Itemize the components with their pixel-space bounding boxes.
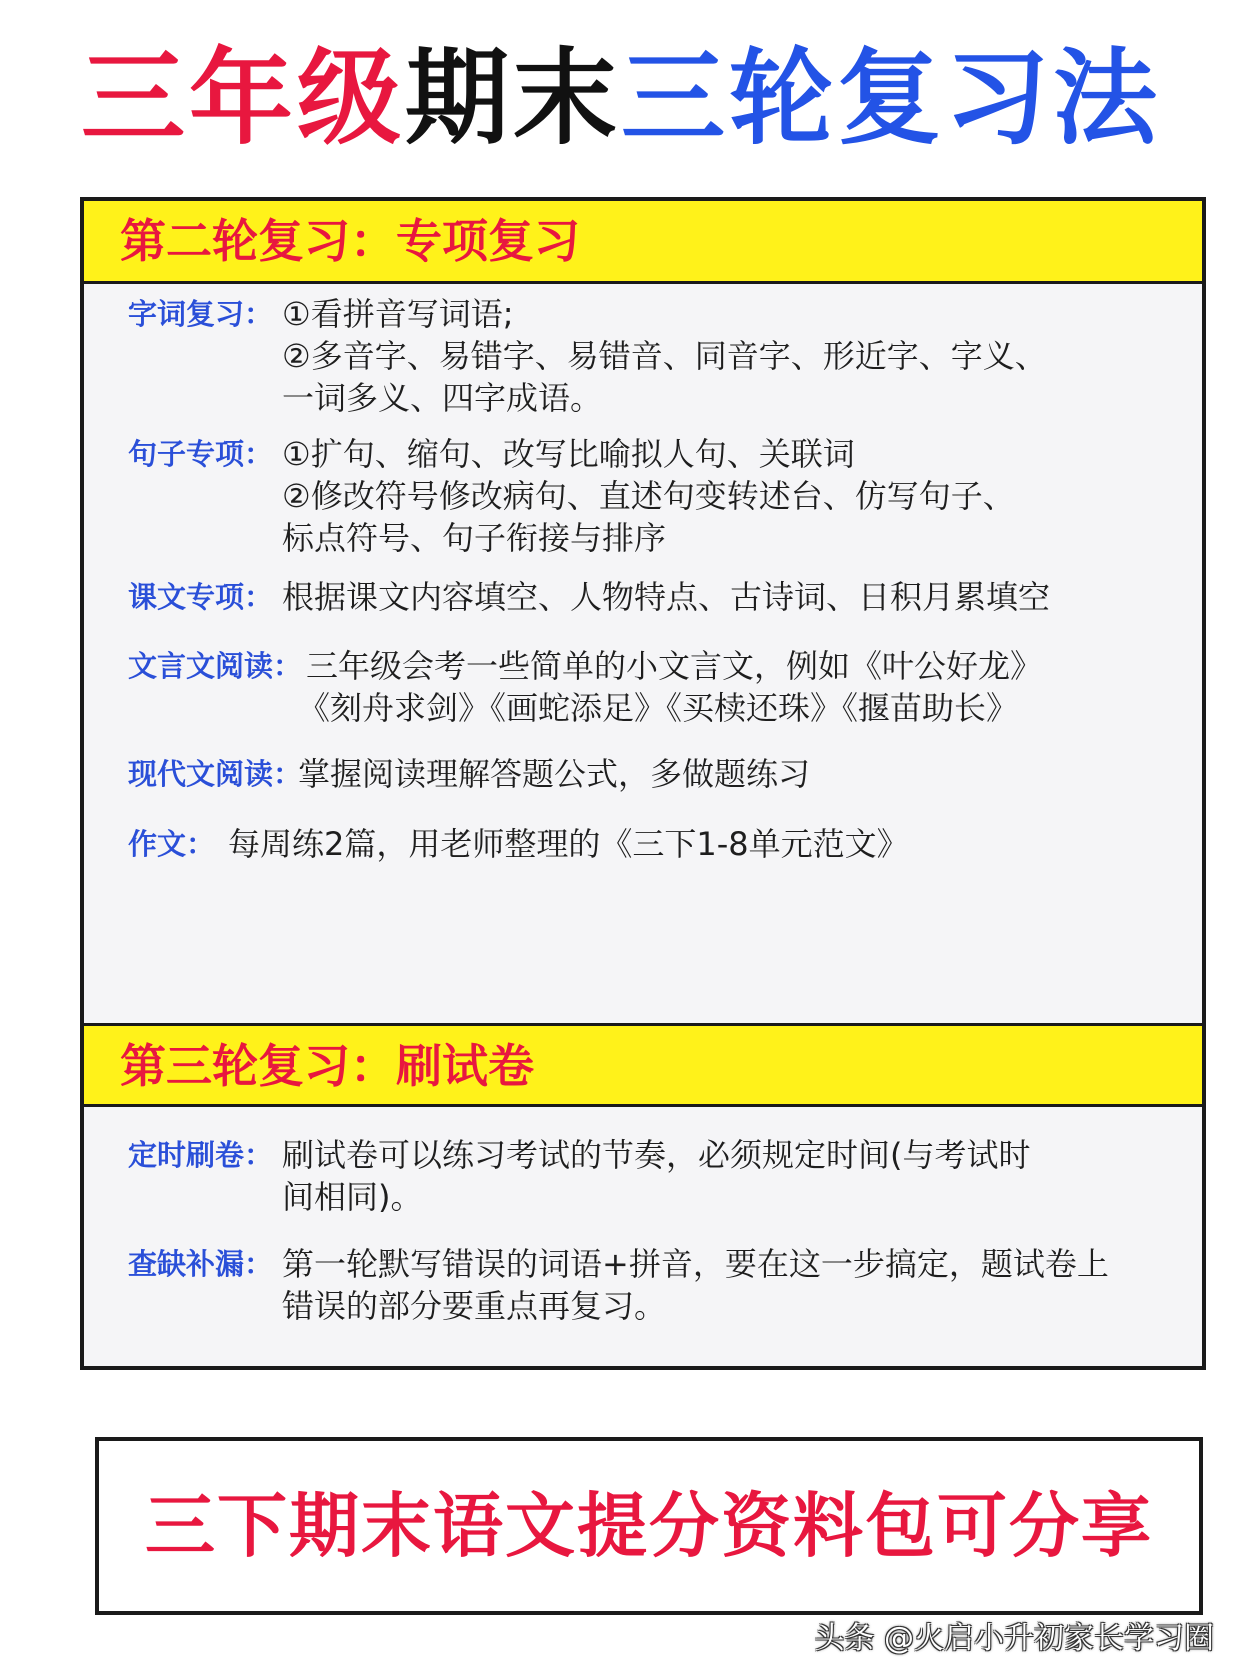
watermark: 头条 @火启小升初家长学习圈 [814, 1621, 1214, 1656]
title-part-method: 三轮复习法 [621, 37, 1162, 159]
item-line: 间相同)。 [282, 1178, 423, 1216]
item-label: 作文： [128, 827, 216, 861]
item-label: 查缺补漏： [128, 1247, 274, 1281]
round2-header: 第二轮复习：专项复习 [84, 201, 1202, 284]
item-line: 刷试卷可以练习考试的节奏，必须规定时间(与考试时 [282, 1136, 1031, 1174]
item-line: 每周练2篇，用老师整理的《三下1-8单元范文》 [228, 825, 909, 863]
item-line: 标点符号、句子衔接与排序 [282, 519, 667, 557]
item-line: ①看拼音写词语; [282, 295, 514, 333]
item-line: 一词多义、四字成语。 [282, 379, 603, 417]
item-label: 句子专项： [128, 437, 274, 471]
item-label: 现代文阅读： [128, 757, 303, 791]
item-line: 掌握阅读理解答题公式，多做题练习 [298, 755, 811, 793]
promo-text: 三下期末语文提分资料包可分享 [145, 1485, 1153, 1567]
title-part-final: 期末 [404, 37, 621, 159]
item-line: 第一轮默写错误的词语+拼音，要在这一步搞定，题试卷上 [282, 1245, 1109, 1283]
item-label: 课文专项： [128, 580, 274, 614]
item-line: 《刻舟求剑》《画蛇添足》《买椟还珠》《揠苗助长》 [298, 689, 1019, 727]
promo-box [95, 1437, 1203, 1615]
title-part-grade: 三年级 [80, 37, 405, 159]
item-label: 定时刷卷： [128, 1138, 274, 1172]
item-line: ②修改符号修改病句、直述句变转述台、仿写句子、 [282, 477, 1015, 515]
item-line: 根据课文内容填空、人物特点、古诗词、日积月累填空 [282, 578, 1051, 616]
item-line: ①扩句、缩句、改写比喻拟人句、关联词 [282, 435, 855, 473]
round3-header: 第三轮复习：刷试卷 [84, 1023, 1202, 1107]
item-line: 错误的部分要重点再复习。 [282, 1287, 667, 1325]
page-title [0, 38, 1242, 158]
item-label: 文言文阅读： [128, 649, 303, 683]
review-card [80, 197, 1206, 1370]
item-label: 字词复习： [128, 297, 274, 331]
item-line: ②多音字、易错字、易错音、同音字、形近字、字义、 [282, 337, 1047, 375]
item-line: 三年级会考一些简单的小文言文，例如《叶公好龙》 [306, 647, 1043, 685]
